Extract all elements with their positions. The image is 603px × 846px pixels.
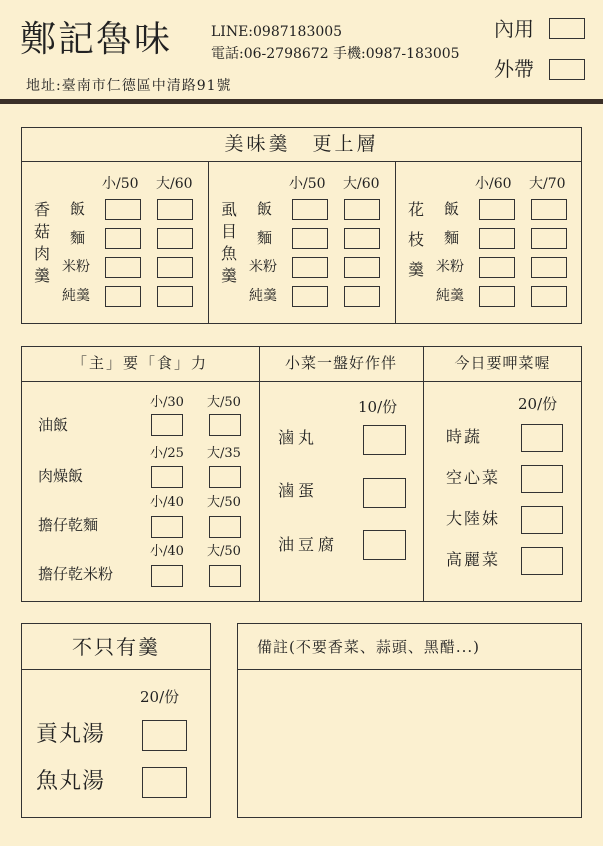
soup-group-1-name [34,202,50,284]
soup-group-2-noodle-small-box[interactable] [292,228,328,249]
soup-group-3-small-price: 小/60 [475,176,512,192]
soup-group-3-rice-small-box[interactable] [479,199,515,220]
soup-only-item-1-box[interactable] [142,720,187,751]
soup-group-1-name-char-1: 香 [34,200,51,219]
soup-group-1-noodle-large-box[interactable] [157,228,193,249]
shop-name: 鄭記魯味 [20,19,173,60]
soup-only-title-divider [21,669,211,670]
soup-group-3-plain-large-box[interactable] [531,286,567,307]
soup-group-1-large-price: 大/60 [156,176,193,192]
soup-title-divider [21,161,582,162]
soup-group-2-item-plain: 純羹 [249,288,277,304]
header-divider [0,99,603,104]
soup-group-3-item-vermicelli: 米粉 [436,259,464,275]
side-section-title: 小菜一盤好作伴 [284,354,397,372]
veg-item-4-box[interactable] [521,547,563,575]
soup-group-2-large-price: 大/60 [343,176,380,192]
soup-group-2-rice-large-box[interactable] [344,199,380,220]
soup-only-item-2-box[interactable] [142,767,187,798]
soup-group-3-name-char-1: 花 [408,200,425,219]
address: 地址:臺南市仁德區中清路91號 [26,78,232,94]
veg-item-1: 時蔬 [446,427,483,446]
phone-numbers: 電話:06-2798672 手機:0987-183005 [211,46,460,62]
soup-group-3-item-rice: 飯 [444,200,460,218]
staple-3-small-box[interactable] [151,516,183,538]
soup-group-3-name-char-3: 羹 [408,260,425,279]
veg-item-3: 大陸妹 [446,509,501,528]
notes-title-divider [237,669,582,670]
soup-group-2-vermicelli-small-box[interactable] [292,257,328,278]
soup-group-1-name-char-2: 菇 [34,222,51,241]
soup-group-1-item-plain: 純羹 [62,288,90,304]
side-item-3-box[interactable] [363,530,406,560]
staple-2-small-box[interactable] [151,466,183,488]
soup-group-3-noodle-small-box[interactable] [479,228,515,249]
soup-group-3-rice-large-box[interactable] [531,199,567,220]
soup-group-2-name-char-2: 目 [221,222,238,241]
soup-group-1-item-vermicelli: 米粉 [62,259,90,275]
side-price: 10/份 [358,398,398,416]
soup-col-divider-2 [395,161,396,323]
side-item-3: 油豆腐 [278,535,339,554]
soup-group-1-plain-large-box[interactable] [157,286,193,307]
soup-group-2-name-char-4: 羹 [221,266,238,285]
soup-group-1-vermicelli-large-box[interactable] [157,257,193,278]
dine-in-label: 內用 [494,17,534,41]
soup-only-title: 不只有羹 [72,635,160,659]
soup-group-1-name-char-3: 肉 [34,244,51,263]
soup-group-2-noodle-large-box[interactable] [344,228,380,249]
staple-1-small-box[interactable] [151,414,183,436]
staple-2-large-box[interactable] [209,466,241,488]
staple-1-large-box[interactable] [209,414,241,436]
side-item-1-box[interactable] [363,425,406,455]
notes-writing-area[interactable] [239,671,580,816]
staple-2-name: 肉燥飯 [38,467,84,485]
veg-item-1-box[interactable] [521,424,563,452]
staple-3-large-box[interactable] [209,516,241,538]
veg-item-2-box[interactable] [521,465,563,493]
soup-group-1-noodle-small-box[interactable] [105,228,141,249]
staple-3-large-price: 大/50 [207,495,241,510]
staple-2-small-price: 小/25 [150,446,184,461]
soup-group-3-name-char-2: 枝 [408,230,425,249]
veg-section-title: 今日要呷菜喔 [454,354,551,372]
soup-only-item-2: 魚丸湯 [36,769,106,794]
staple-4-large-price: 大/50 [207,544,241,559]
takeout-checkbox[interactable] [549,59,585,80]
soup-group-2-item-vermicelli: 米粉 [249,259,277,275]
veg-item-3-box[interactable] [521,506,563,534]
notes-title: 備註(不要香菜、蒜頭、黑醋...) [257,638,481,656]
staple-4-small-box[interactable] [151,565,183,587]
veg-item-4: 高麗菜 [446,550,501,569]
soup-group-1-item-rice: 飯 [70,200,86,218]
soup-group-2-small-price: 小/50 [289,176,326,192]
soup-group-2-plain-large-box[interactable] [344,286,380,307]
soup-group-2-item-rice: 飯 [257,200,273,218]
soup-group-1-small-price: 小/50 [102,176,139,192]
soup-group-1-item-noodle: 麵 [70,229,86,247]
side-item-1: 滷丸 [278,428,319,447]
soup-group-1-name-char-4: 羹 [34,266,51,285]
soup-group-2-name [221,202,237,284]
soup-only-item-1: 貢丸湯 [36,722,106,747]
soup-group-2-name-char-3: 魚 [221,244,238,263]
middle-col-divider-1 [259,346,260,601]
soup-col-divider-1 [208,161,209,323]
soup-group-3-item-plain: 純羹 [436,288,464,304]
line-id: LINE:0987183005 [211,24,343,40]
middle-title-divider [21,381,582,382]
staple-4-name: 擔仔乾米粉 [38,565,114,583]
middle-col-divider-2 [423,346,424,601]
side-item-2-box[interactable] [363,478,406,508]
staple-4-large-box[interactable] [209,565,241,587]
soup-group-3-plain-small-box[interactable] [479,286,515,307]
soup-group-3-vermicelli-large-box[interactable] [531,257,567,278]
soup-section-title: 美味羹 更上層 [224,133,379,155]
dine-in-checkbox[interactable] [549,18,585,39]
side-item-2: 滷蛋 [278,481,319,500]
veg-price: 20/份 [518,395,558,413]
staple-1-small-price: 小/30 [150,395,184,410]
soup-group-2-plain-small-box[interactable] [292,286,328,307]
soup-group-2-item-noodle: 麵 [257,229,273,247]
staple-4-small-price: 小/40 [150,544,184,559]
staple-2-large-price: 大/35 [207,446,241,461]
soup-group-2-vermicelli-large-box[interactable] [344,257,380,278]
soup-only-price: 20/份 [140,688,180,706]
soup-group-3-large-price: 大/70 [529,176,566,192]
soup-group-2-name-char-1: 虱 [221,200,238,219]
soup-group-3-noodle-large-box[interactable] [531,228,567,249]
soup-group-3-name [408,202,424,278]
staple-section-title: 「主」要「食」力 [71,354,208,372]
staple-1-name: 油飯 [38,416,69,434]
staple-3-name: 擔仔乾麵 [38,516,99,534]
soup-group-3-item-noodle: 麵 [444,229,460,247]
soup-group-1-rice-small-box[interactable] [105,199,141,220]
soup-group-1-vermicelli-small-box[interactable] [105,257,141,278]
soup-group-3-vermicelli-small-box[interactable] [479,257,515,278]
soup-group-1-plain-small-box[interactable] [105,286,141,307]
takeout-label: 外帶 [494,57,534,81]
staple-1-large-price: 大/50 [207,395,241,410]
staple-3-small-price: 小/40 [150,495,184,510]
veg-item-2: 空心菜 [446,468,501,487]
soup-group-2-rice-small-box[interactable] [292,199,328,220]
soup-group-1-rice-large-box[interactable] [157,199,193,220]
